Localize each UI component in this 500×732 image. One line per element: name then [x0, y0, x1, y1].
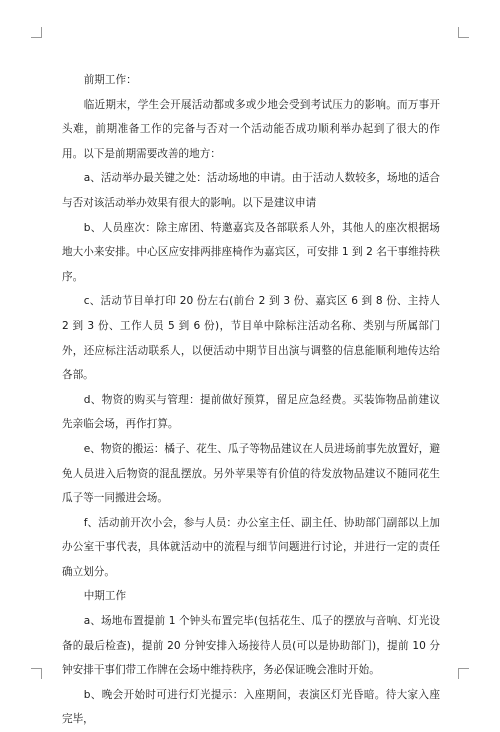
paragraph-mid-item-b: b、晚会开始时可进行灯光提示：入座期间，表演区灯光昏暗。待大家入座完毕， — [62, 688, 440, 726]
section-heading-mid-work: 中期工作 — [83, 590, 127, 603]
paragraph-item-a: a、活动举办最关键之处：活动场地的申请。由于活动人数较多，场地的适合与否对该活动举办效果有很大的影响。以下是建议申请 — [62, 172, 440, 209]
crop-mark-bottom-left — [31, 668, 42, 679]
paragraph-intro: 临近期末，学生会开展活动都或多或少地会受到考试压力的影响。而万事开头难，前期准备工作的完备与否对一个活动能否成功顺利举办起到了很大的作用。以下是前期需要改善的地方： — [62, 98, 440, 160]
paragraph-item-c: c、活动节目单打印 20 份左右(前台 2 到 3 份、嘉宾区 6 到 8 份、主持人 2 到 3 份、工作人员 5 到 6 份)，节目单中除标注活动名称、类别与所属部门外，还应标注活动联系人，以便活动中期节目出演与调整的信息能顺利地传达给各部。 — [62, 295, 440, 382]
document-body — [62, 68, 440, 732]
paragraph-mid-item-a: a、场地布置提前 1 个钟头布置完毕(包括花生、瓜子的摆放与音响、灯光设备的最后检查)，提前 20 分钟安排入场接待人员(可以是协助部门)，提前 10 分钟安排干事们带工作牌在会场中维持秩序，务必保证晚会准时开始。 — [62, 615, 440, 677]
crop-mark-top-right — [458, 27, 469, 38]
crop-mark-bottom-right — [458, 668, 469, 679]
paragraph-item-b: b、人员座次：除主席团、特邀嘉宾及各部联系人外，其他人的座次根据场地大小来安排。中心区应安排两排座椅作为嘉宾区，可安排 1 到 2 名干事维持秩序。 — [62, 221, 440, 283]
section-heading-early-work: 前期工作： — [83, 74, 137, 86]
paragraph-item-d: d、物资的购买与管理：提前做好预算，留足应急经费。买装饰物品前建议先亲临会场，再作打算。 — [62, 393, 440, 431]
paragraph-item-f: f、活动前开次小会，参与人员：办公室主任、副主任、协助部门副部以上加办公室干事代表，具体就活动中的流程与细节问题进行讨论，并进行一定的责任确立划分。 — [62, 516, 440, 578]
paragraph-item-e: e、物资的搬运：橘子、花生、瓜子等物品建议在人员进场前事先放置好，避免人员进入后物资的混乱摆放。另外苹果等有价值的待发放物品建议不随同花生瓜子等一同搬进会场。 — [62, 442, 440, 505]
crop-mark-top-left — [31, 27, 42, 38]
